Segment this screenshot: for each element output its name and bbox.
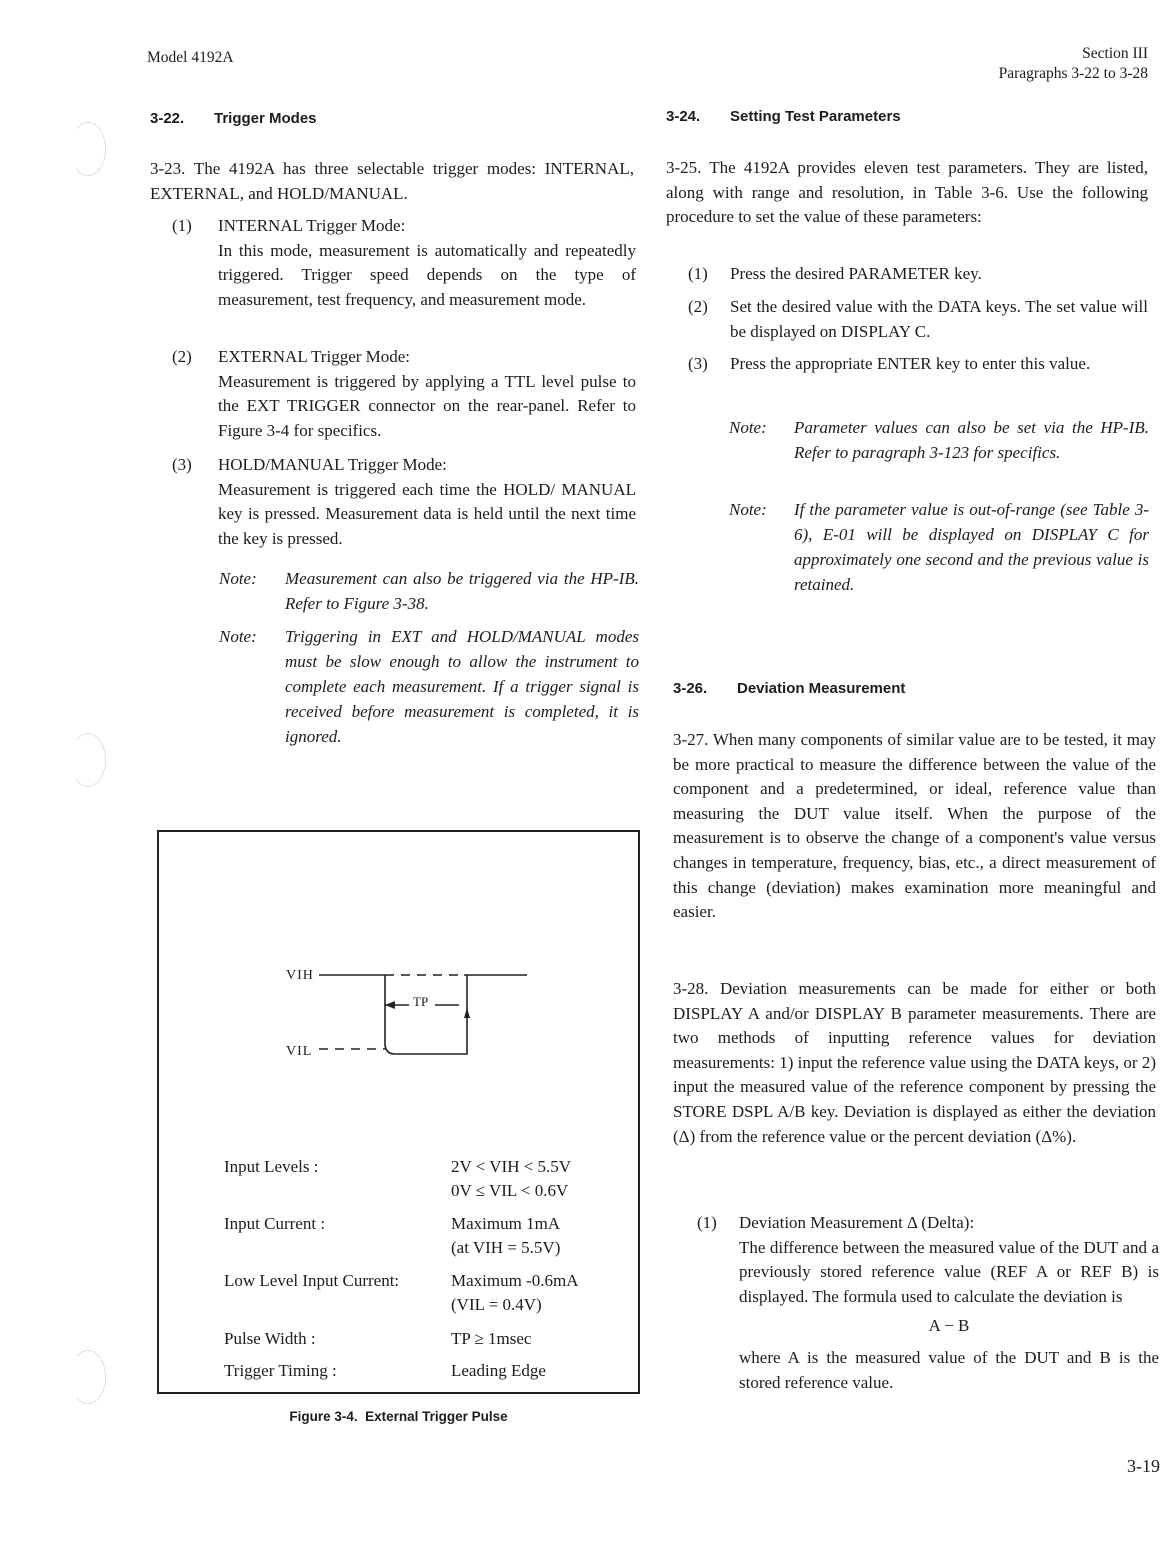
note-label: Note: [729,500,767,519]
step-text: Press the desired PARAMETER key. [730,264,982,283]
header-paragraphs: Paragraphs 3-22 to 3-28 [998,65,1148,82]
heading-title: Setting Test Parameters [730,108,901,125]
step-text: Set the desired value with the DATA keys. The set value will be displayed on DISPLAY C. [730,297,1148,341]
binder-hole [70,733,106,787]
note-label: Note: [729,418,767,437]
spec-label: Low Level Input Current: [224,1271,400,1290]
list-item-title: INTERNAL Trigger Mode: [218,216,406,235]
list-item-internal [172,214,636,339]
page-number: 3-19 [1127,1456,1160,1476]
paragraph-3-28: 3-28. Deviation measurements can be made for either or both DISPLAY A and/or DISPLAY B parameter measurements. There are two methods of inputting reference values for deviation measurements: 1) input the reference value using the DATA keys, or 2) input the measured value of the reference component by pressing the STORE DSPL A/B key. Deviation is displayed as either the deviation (Δ) from the reference value or the percent deviation (Δ%). [673,979,1156,1146]
list-item-body: Measurement is triggered by applying a TTL level pulse to the EXT TRIGGER connector on the rear-panel. Refer to Figure 3-4 for specifics. [218,371,636,440]
list-item-hold-manual [172,453,636,553]
vil-label: VIL [286,1044,313,1059]
spec-value: Maximum 1mA [451,1214,561,1233]
spec-label: Input Current : [224,1214,326,1233]
list-item-body: In this mode, measurement is automatically and repeatedly triggered. Trigger speed depends on the type of measurement, test frequency, and measurement mode. [218,240,636,309]
note-label: Note: [219,569,257,588]
heading-number: 3-24. [666,108,701,125]
note-text: Measurement can also be triggered via the HP-IB. Refer to Figure 3-38. [285,569,639,613]
step-2 [688,295,1148,345]
spec-label: Pulse Width : [224,1329,316,1348]
paragraph-3-27: 3-27. When many components of similar value are to be tested, it may be more practical to measure the difference between the value of the component and a predetermined, or ideal, reference value than measuring the DUT value itself. When the purpose of the measurement is to observe the change of a component's value versus changes in temperature, frequency, bias, etc., a direct measurement of this change (deviation) makes examination more meaningful and easier. [673,730,1156,922]
list-item-number: (2) [172,347,192,366]
figure-3-4-box [157,830,640,1394]
list-item-number: (1) [697,1213,717,1232]
step-3 [688,352,1148,402]
list-item-body: The difference between the measured value of the DUT and a previously stored reference value (REF A or REF B) is displayed. The formula used to calculate the deviation is [739,1237,1159,1306]
tp-label: TP [413,994,429,1009]
spec-value: (at VIH = 5.5V) [451,1238,561,1257]
header-section: Section III [1082,45,1148,62]
note-label: Note: [219,627,257,646]
step-1 [688,262,1148,288]
note-hpib-trigger [219,566,639,618]
spec-label: Trigger Timing : [224,1361,337,1380]
step-number: (2) [688,297,708,316]
paragraph-3-25: 3-25. The 4192A provides eleven test parameters. They are listed, along with range and resolution, in Table 3-6. Use the following procedure to set the value of these parameters: [666,158,1148,227]
list-item-after: where A is the measured value of the DUT and B is the stored reference value. [739,1347,1159,1392]
paragraph-3-23: 3-23. The 4192A has three selectable trigger modes: INTERNAL, EXTERNAL, and HOLD/MANUAL. [150,159,634,203]
spec-value: Leading Edge [451,1361,546,1380]
spec-value: Maximum -0.6mA [451,1271,579,1290]
spec-label: Input Levels : [224,1157,319,1176]
spec-value: 2V < VIH < 5.5V [451,1157,572,1176]
note-text: If the parameter value is out-of-range (see Table 3-6), E-01 will be displayed on DISPLAY C for approximately one second and the previous value is retained. [794,500,1149,594]
spec-value: 0V ≤ VIL < 0.6V [451,1181,569,1200]
heading-3-22 [150,110,317,127]
step-number: (1) [688,264,708,283]
note-triggering-speed [219,624,639,754]
list-item-title: Deviation Measurement Δ (Delta): [739,1213,975,1232]
deviation-delta-item [697,1211,1159,1426]
note-hpib-parameters [729,415,1149,491]
list-item-body: Measurement is triggered each time the HOLD/ MANUAL key is pressed. Measurement data is held until the next time the key is pressed. [218,479,636,548]
spec-value: TP ≥ 1msec [451,1329,532,1348]
list-item-external [172,345,636,445]
step-number: (3) [688,354,708,373]
list-item-number: (1) [172,216,192,235]
heading-title: Trigger Modes [214,110,317,127]
spec-value: (VIL = 0.4V) [451,1295,542,1314]
list-item-number: (3) [172,455,192,474]
heading-3-26 [673,680,905,697]
figure-caption: Figure 3-4. External Trigger Pulse [289,1409,508,1424]
trigger-pulse-diagram [159,832,638,1392]
heading-3-24 [666,108,901,125]
heading-number: 3-22. [150,110,185,127]
binder-hole [70,122,106,176]
header-model: Model 4192A [147,49,234,66]
vih-label: VIH [286,968,314,983]
note-out-of-range [729,497,1149,601]
binder-hole [70,1350,106,1404]
list-item-title: HOLD/MANUAL Trigger Mode: [218,455,447,474]
list-item-title: EXTERNAL Trigger Mode: [218,347,411,366]
note-text: Triggering in EXT and HOLD/MANUAL modes must be slow enough to allow the instrument to complete each measurement. If a trigger signal is received before measurement is completed, it is ignored. [285,627,639,746]
note-text: Parameter values can also be set via the HP-IB. Refer to paragraph 3-123 for specifics. [794,418,1149,462]
heading-title: Deviation Measurement [737,680,906,697]
step-text: Press the appropriate ENTER key to enter this value. [730,354,1091,373]
heading-number: 3-26. [673,680,708,697]
deviation-formula: A − B [928,1316,970,1336]
